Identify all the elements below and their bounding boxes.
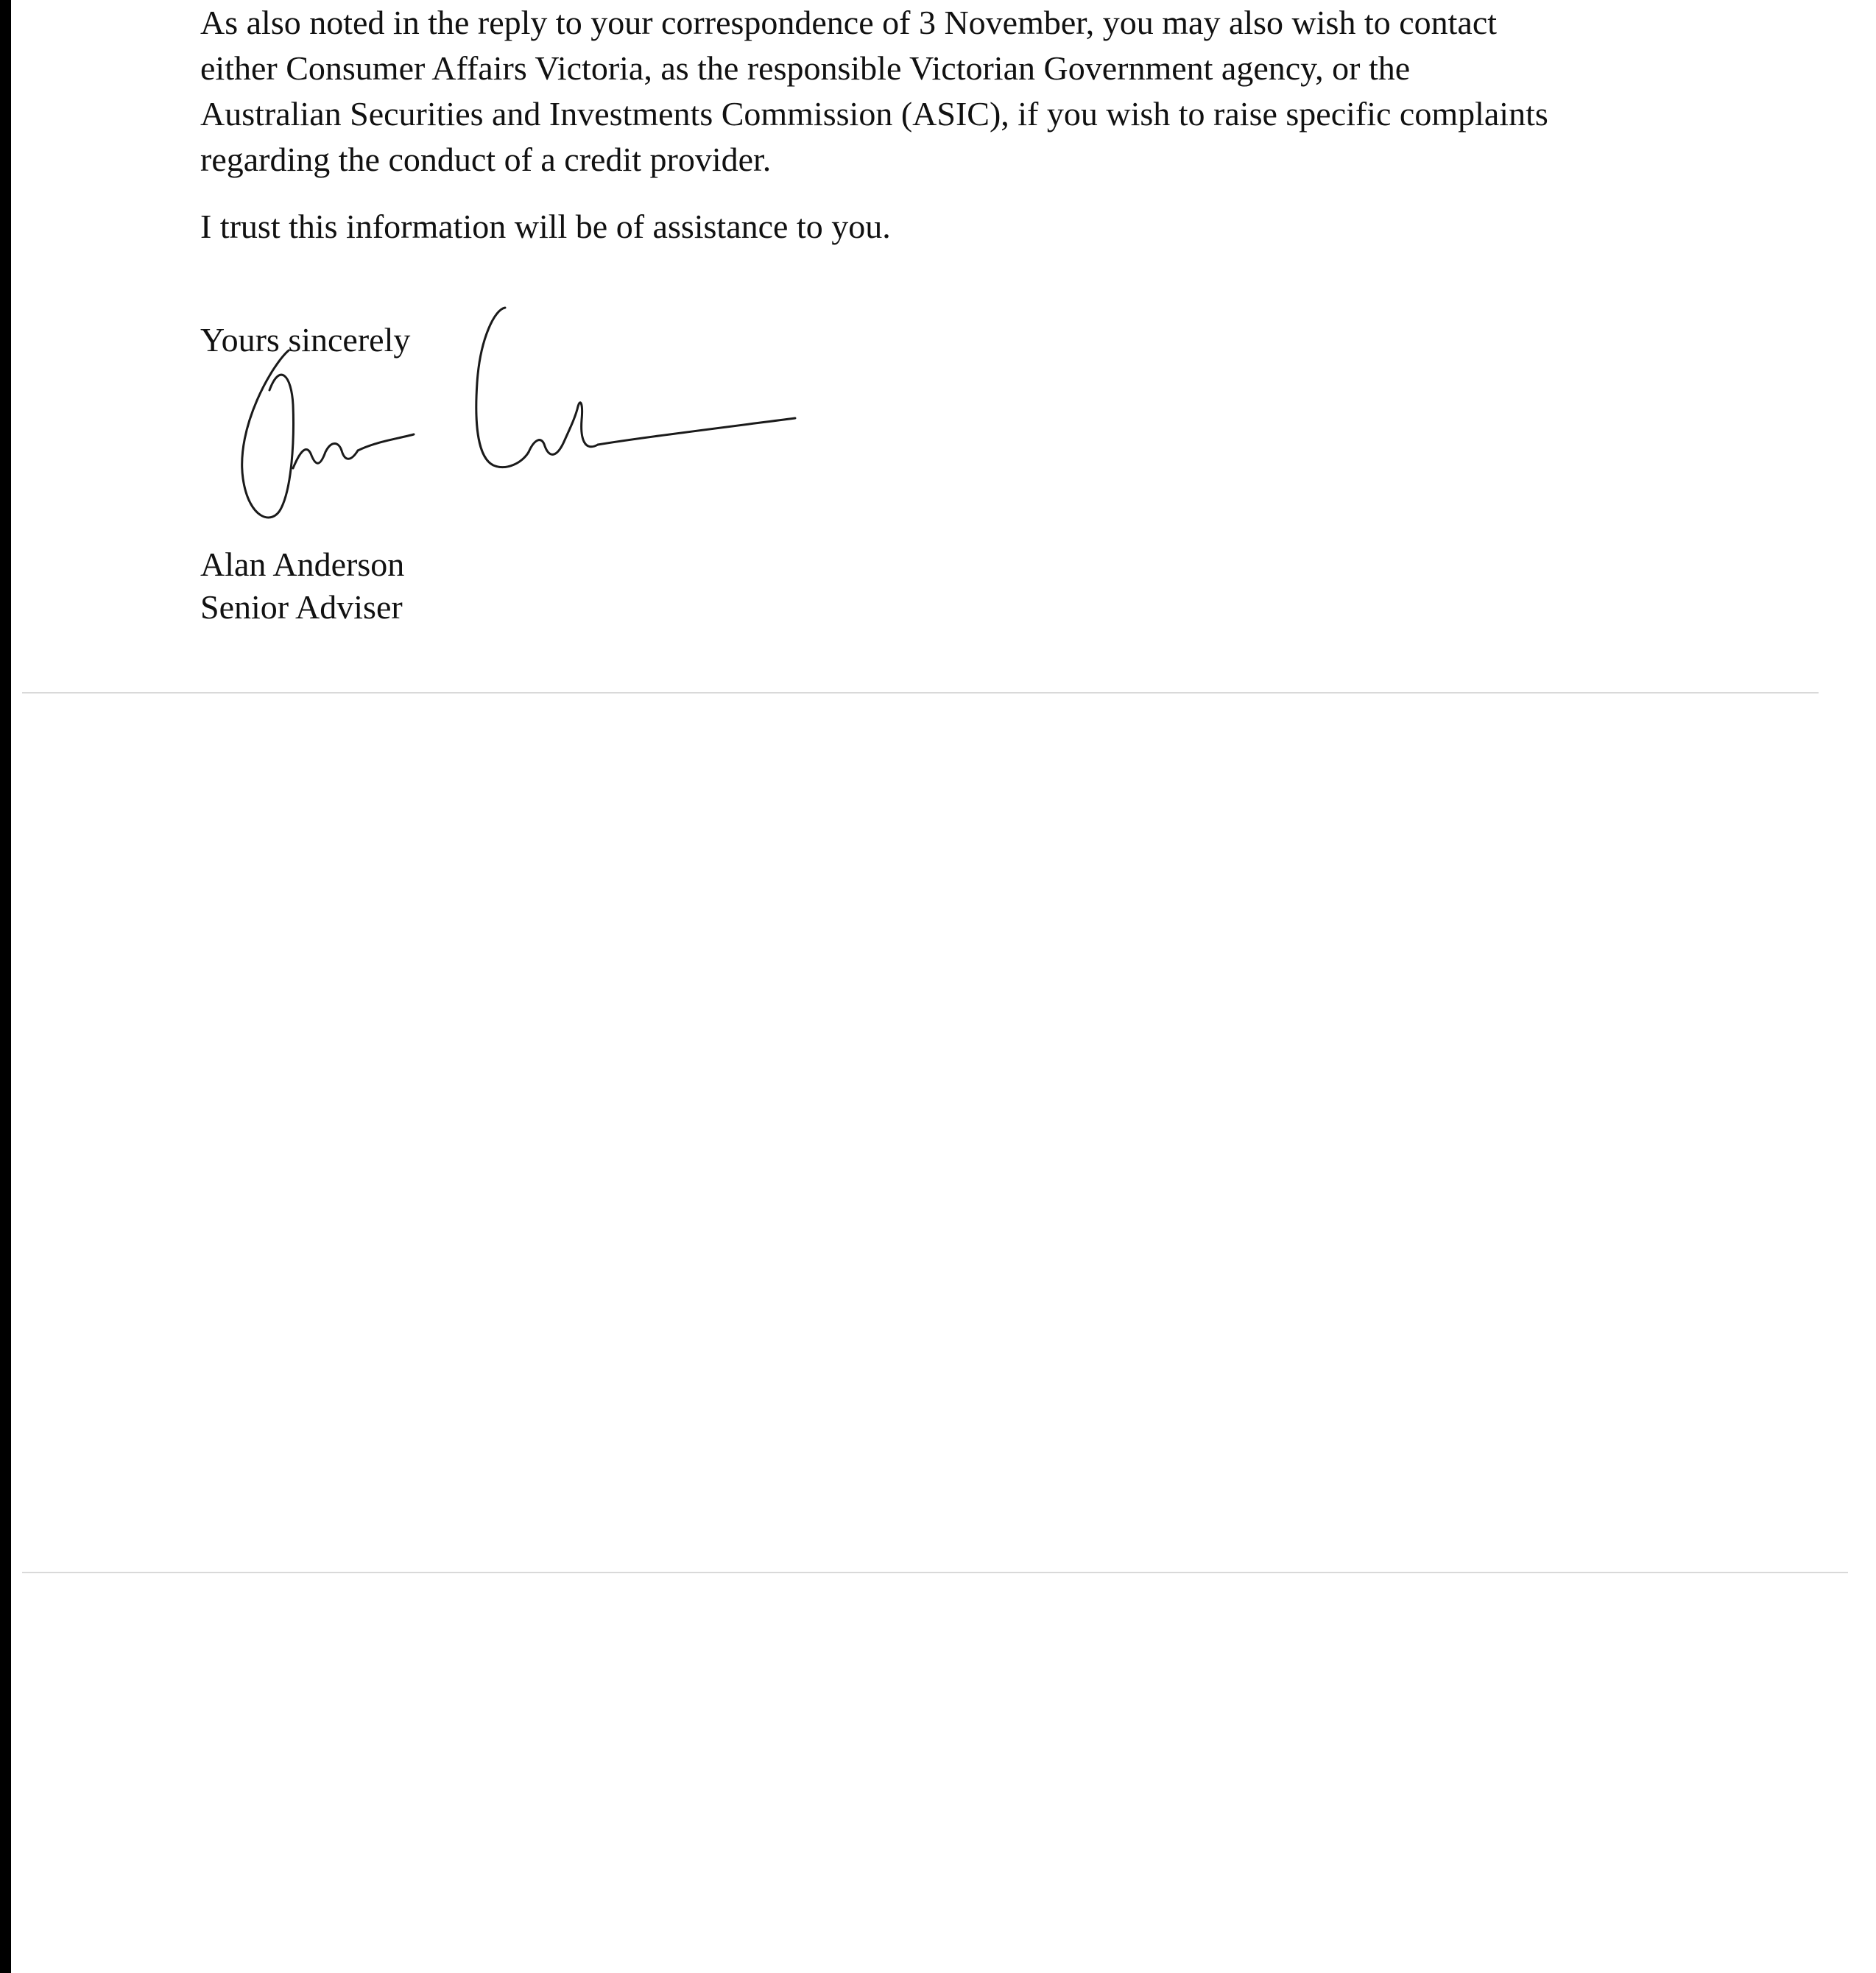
fold-line [22, 1572, 1848, 1573]
paragraph-line: regarding the conduct of a credit provider. [200, 141, 772, 178]
paragraph-line: Australian Securities and Investments Commission (ASIC), if you wish to raise specific complaints [200, 95, 1548, 133]
paragraph-line: either Consumer Affairs Victoria, as the responsible Victorian Government agency, or the [200, 49, 1411, 87]
handwritten-signature [221, 294, 810, 530]
closing-paragraph: I trust this information will be of assistance to you. [200, 208, 891, 245]
contact-paragraph [200, 0, 1548, 183]
fold-line [22, 692, 1819, 693]
scan-edge [0, 0, 11, 1973]
sign-off: Yours sincerely [200, 321, 411, 359]
paragraph-line: As also noted in the reply to your correspondence of 3 November, you may also wish to contact [200, 4, 1498, 41]
signer-name: Alan Anderson [200, 546, 405, 583]
signer-title: Senior Adviser [200, 588, 403, 626]
